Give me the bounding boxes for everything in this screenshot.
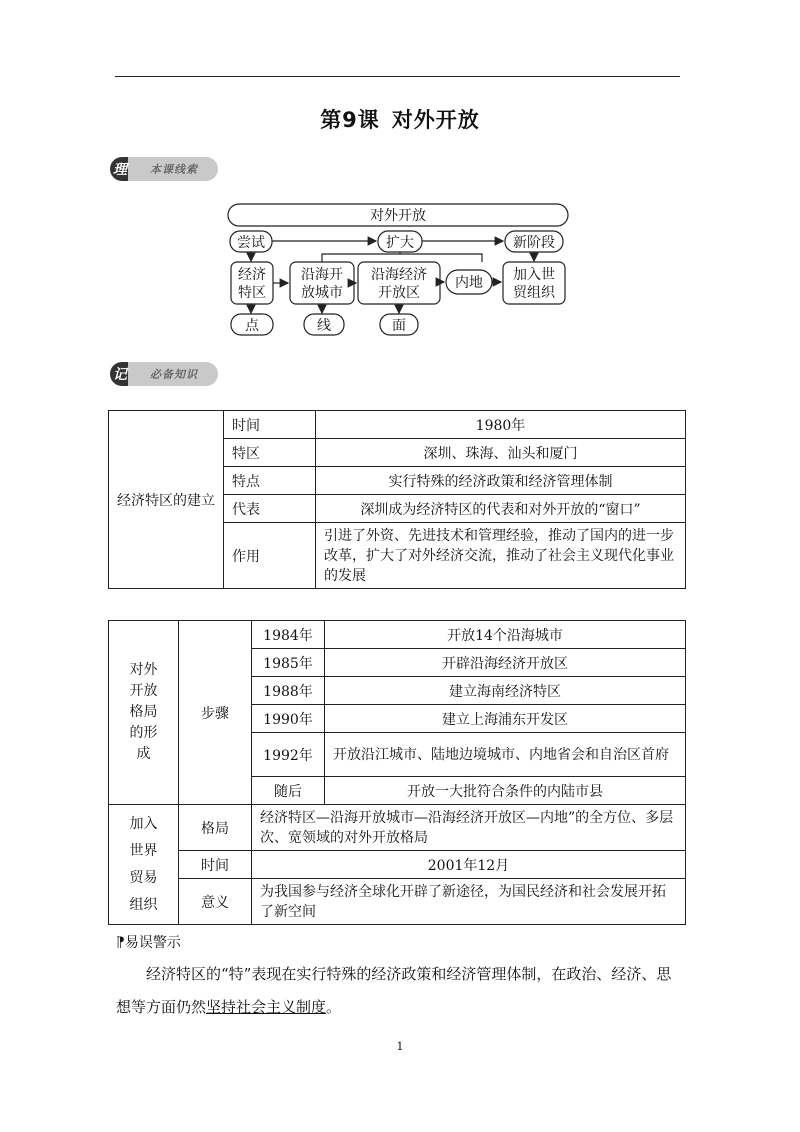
wto-value: 为我国参与经济全球化开辟了新途径，为国民经济和社会发展开拓了新空间 [252, 879, 686, 925]
page-number: 1 [396, 1040, 404, 1053]
lesson-outline-diagram [0, 0, 800, 345]
row-key: 特点 [224, 467, 316, 495]
step-year: 1985年 [252, 649, 325, 677]
step-year: 1990年 [252, 705, 325, 733]
pattern-head: 对外开放格局的形成 [109, 621, 179, 805]
warning-note [116, 958, 686, 1024]
tag-char: 理 [113, 162, 127, 178]
inland: 内地 [455, 275, 483, 291]
row-key: 特区 [224, 439, 316, 467]
sez-head: 经济特区的建立 [109, 411, 224, 589]
row-value: 实行特殊的经济政策和经济管理体制 [316, 467, 686, 495]
wto-key: 意义 [179, 879, 252, 925]
wto-key: 格局 [179, 805, 252, 851]
cities-line1: 沿海开 [301, 267, 343, 283]
wto-value: 2001年12月 [252, 851, 686, 879]
row-value: 深圳、珠海、汕头和厦门 [316, 439, 686, 467]
opening-table [108, 620, 686, 925]
diagram-top: 对外开放 [370, 208, 426, 224]
zones-line2: 开放区 [378, 285, 420, 301]
sez-table [108, 410, 686, 589]
stage-new: 新阶段 [513, 235, 555, 251]
note-text: 经济特区的“特”表现在实行特殊的经济政策和经济管理体制，在政治、经济、思想等方面仍然 [116, 965, 672, 1016]
warning-icon: ⁋ [116, 935, 125, 951]
expand-brace [322, 254, 482, 262]
sez-line1: 经济 [238, 267, 266, 283]
line: 线 [317, 318, 331, 334]
step-year: 1992年 [252, 733, 325, 777]
step-year: 1988年 [252, 677, 325, 705]
step-year: 1984年 [252, 621, 325, 649]
wto-line2: 贸组织 [513, 285, 555, 301]
step-value: 开放一大批符合条件的内陆市县 [325, 777, 686, 805]
lesson-number: 第9课 [320, 108, 380, 132]
note-end: 。 [326, 998, 342, 1016]
steps-label: 步骤 [179, 621, 252, 805]
lesson-name: 对外开放 [391, 108, 480, 132]
tag-text: 本课线索 [150, 163, 198, 176]
zones-line1: 沿海经济 [371, 267, 427, 283]
warning-heading [116, 932, 181, 952]
warning-label: 易误警示 [124, 935, 181, 951]
step-value: 建立海南经济特区 [325, 677, 686, 705]
tag-text: 必备知识 [150, 368, 198, 381]
sez-line2: 特区 [238, 285, 266, 301]
stage-trial: 尝试 [237, 235, 265, 251]
row-key: 代表 [224, 495, 316, 523]
tag-char: 记 [113, 367, 127, 383]
step-year: 随后 [252, 777, 325, 805]
row-key: 作用 [224, 523, 316, 589]
row-value: 引进了外资、先进技术和管理经验，推动了国内的进一步改革，扩大了对外经济交流，推动了社会主义现代化事业的发展 [316, 523, 686, 589]
plane: 面 [392, 318, 406, 334]
step-value: 开放沿江城市、陆地边境城市、内地省会和自治区首府 [325, 733, 686, 777]
wto-key: 时间 [179, 851, 252, 879]
note-underlined: 坚持社会主义制度 [206, 998, 327, 1016]
step-value: 建立上海浦东开发区 [325, 705, 686, 733]
row-value: 深圳成为经济特区的代表和对外开放的“窗口” [316, 495, 686, 523]
row-key: 时间 [224, 411, 316, 439]
step-value: 开辟沿海经济开放区 [325, 649, 686, 677]
point: 点 [245, 318, 259, 334]
wto-head: 加入世界贸易组织 [109, 805, 179, 925]
wto-value: 经济特区—沿海开放城市—沿海经济开放区—内地”的全方位、多层次、宽领域的对外开放格局 [252, 805, 686, 851]
step-value: 开放14个沿海城市 [325, 621, 686, 649]
wto-line1: 加入世 [513, 267, 555, 283]
section-tag-knowledge [110, 362, 218, 386]
stage-expand: 扩大 [386, 235, 414, 251]
row-value: 1980年 [316, 411, 686, 439]
cities-line2: 放城市 [301, 285, 343, 301]
